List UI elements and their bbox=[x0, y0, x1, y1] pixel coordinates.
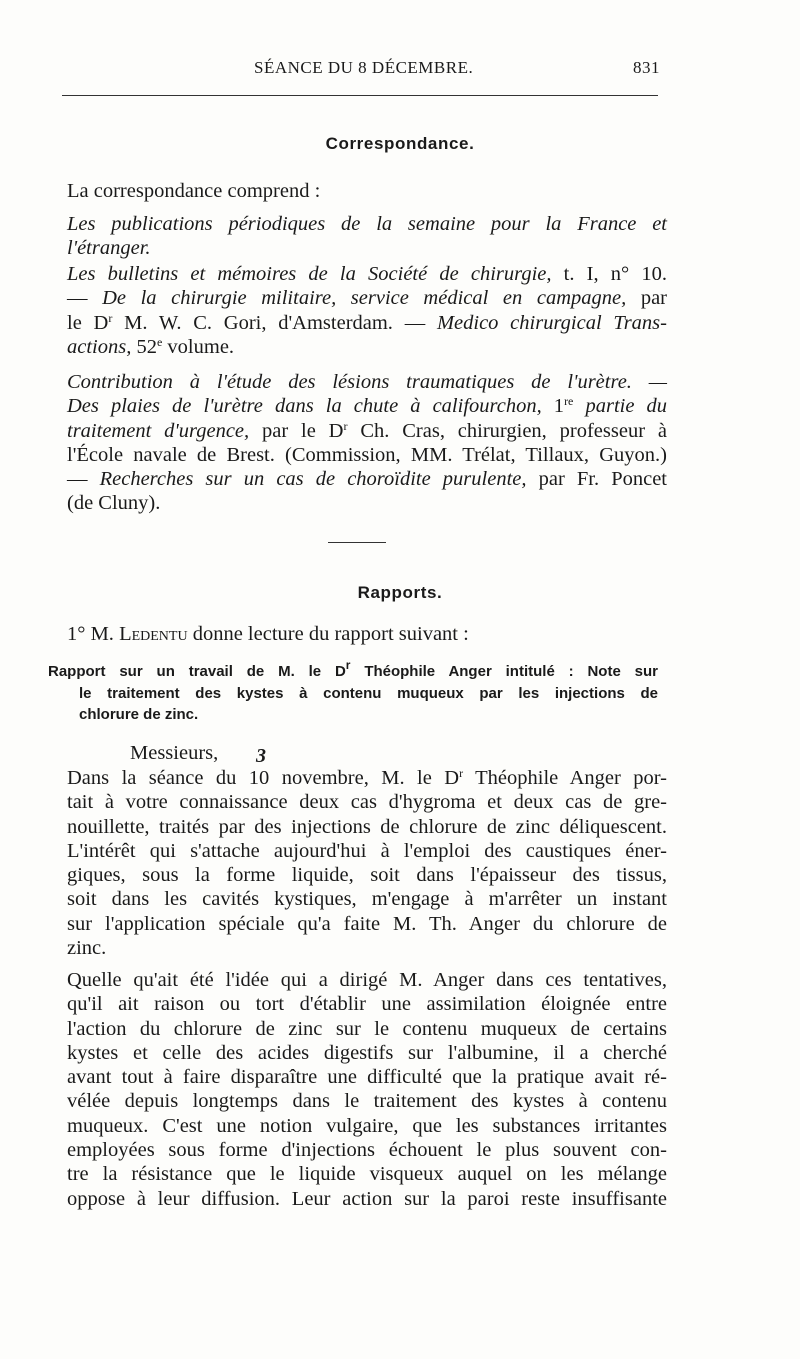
handwritten-annotation: 3 bbox=[256, 745, 266, 767]
running-title: SÉANCE DU 8 DÉCEMBRE. bbox=[254, 58, 474, 77]
rapports-intro: 1° M. Ledentu donne lecture du rapport suivant : bbox=[67, 623, 469, 645]
page-number: 831 bbox=[633, 58, 660, 77]
header-rule bbox=[62, 95, 658, 96]
section-heading-rapports: Rapports. bbox=[357, 583, 443, 602]
report-title: Rapport sur un travail de M. le $D^r$ Théophile Anger intitulé : Note sur le traitement des kystes à contenu muqueux par les injections de chlorure de zinc. bbox=[48, 658, 658, 724]
report-body-paragraph-2: Quelle qu'ait été l'idée qui a dirigé M. Anger dans ces tentatives, qu'il ait raison ou tort d'établir une assimilation éloignée entre l'action du chlorure de zinc sur le contenu muqueux de certains kystes et celle des acides digestifs sur l'albumine, il a cherché avant tout à faire disparaître une difficulté que la pratique avait ré- vélée depuis longtemps dans le traitement des kystes à contenu muqueux. C'est une notion vulgaire, que les substances irritantes employées sous forme d'injections échouent le plus souvent con- tre la résistance que le liquide visqueux auquel on les mélange oppose à leur diffusion. Leur action sur la paroi reste insuffisante bbox=[67, 969, 667, 1210]
report-body-paragraph-1: Dans la séance du 10 novembre, M. le $D^r$ Théophile Anger por- tait à votre connaissance deux cas d'hygroma et deux cas de gre- nouillette, traités par des injections de chlorure de zinc déliquescent. L'intérêt qui s'attache aujourd'hui à l'emploi des caustiques éner- giques, sous la forme liquide, soit dans l'épaisseur des tissus, soit dans les cavités kystiques, m'engage à m'arrêter un instant sur l'application spéciale qu'a faite M. Th. Anger du chlorure de zinc. bbox=[67, 766, 667, 960]
correspondance-item-2: Les bulletins et mémoires de la Société de chirurgie, t. I, n° 10. — De la chirurgie militaire, service médical en campagne, par le $D^r$ M. W. C. Gori, d'Amsterdam. — Medico chirurgical Trans- actions, 52e volume. bbox=[67, 263, 667, 358]
correspondance-item-1: Les publications périodiques de la semaine pour la France et l'étranger. bbox=[67, 213, 667, 260]
salutation: Messieurs, bbox=[130, 742, 219, 764]
section-heading-correspondance: Correspondance. bbox=[325, 134, 475, 153]
section-divider bbox=[328, 542, 386, 543]
correspondance-item-3: Contribution à l'étude des lésions traumatiques de l'urètre. — Des plaies de l'urètre dans la chute à califourchon, 1re partie du traitement d'urgence, par le $D^r$ Ch. Cras, chirurgien, professeur à l'École navale de Brest. (Commission, MM. Trélat, Tillaux, Guyon.) — Recherches sur un cas de choroïdite purulente, par Fr. Poncet (de Cluny). bbox=[67, 371, 668, 515]
correspondance-intro: La correspondance comprend : bbox=[67, 180, 321, 202]
